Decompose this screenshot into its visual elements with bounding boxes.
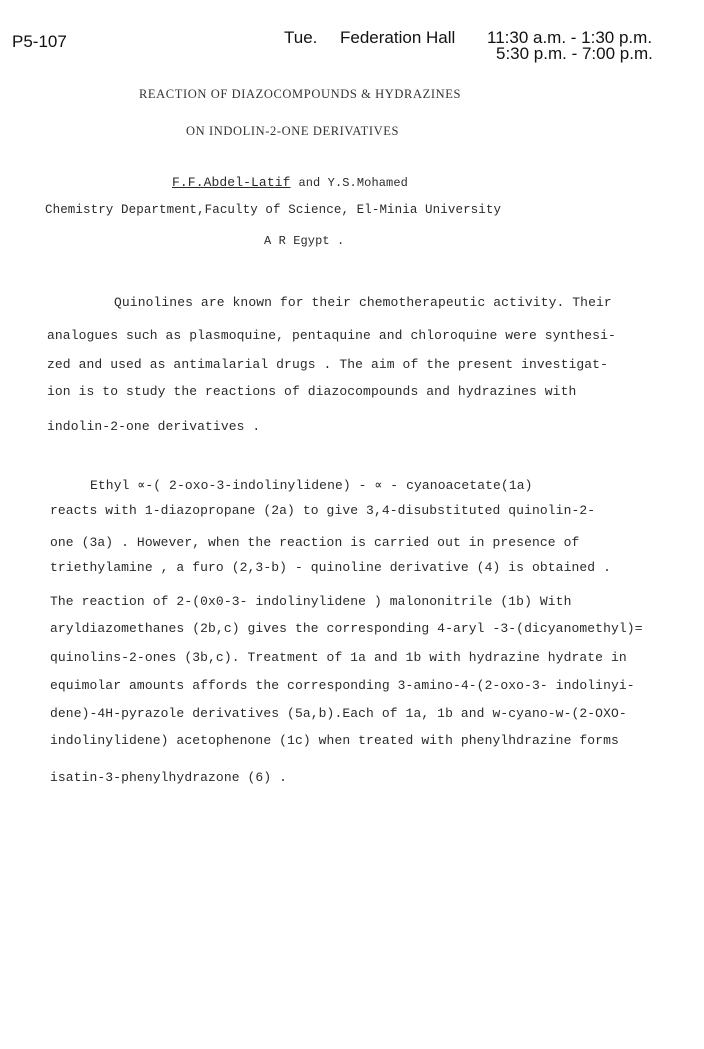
affiliation: Chemistry Department,Faculty of Science, El-Minia University bbox=[45, 203, 502, 217]
text-line: triethylamine , a furo (2,3-b) - quinoline derivative (4) is obtained . bbox=[50, 560, 611, 575]
text-line: quinolins-2-ones (3b,c). Treatment of 1a and 1b with hydrazine hydrate in bbox=[50, 650, 627, 665]
text-line: The reaction of 2-(0x0-3- indolinylidene ) malononitrile (1b) With bbox=[50, 594, 572, 609]
text-line: indolin-2-one derivatives . bbox=[47, 419, 261, 434]
text-line: isatin-3-phenylhydrazone (6) . bbox=[50, 770, 288, 785]
session-time-2: 5:30 p.m. - 7:00 p.m. bbox=[496, 44, 653, 63]
co-author: and Y.S.Mohamed bbox=[298, 176, 408, 190]
text-line: analogues such as plasmoquine, pentaquine and chloroquine were synthesi- bbox=[47, 328, 616, 343]
text-line: zed and used as antimalarial drugs . The aim of the present investigat- bbox=[47, 357, 608, 372]
title-line-2: ON INDOLIN-2-ONE DERIVATIVES bbox=[186, 124, 400, 138]
text-line: reacts with 1-diazopropane (2a) to give 3,4-disubstituted quinolin-2- bbox=[50, 503, 596, 518]
title-line-1: REACTION OF DIAZOCOMPOUNDS & HYDRAZINES bbox=[139, 87, 462, 101]
text-line: ion is to study the reactions of diazocompounds and hydrazines with bbox=[47, 384, 577, 399]
text-line: Quinolines are known for their chemotherapeutic activity. Their bbox=[114, 295, 612, 310]
session-venue: Federation Hall bbox=[340, 28, 456, 47]
session-day: Tue. bbox=[284, 28, 318, 47]
text-line: one (3a) . However, when the reaction is carried out in presence of bbox=[50, 535, 580, 550]
text-line: aryldiazomethanes (2b,c) gives the corresponding 4-aryl -3-(dicyanomethyl)= bbox=[50, 621, 643, 636]
abstract-code: P5-107 bbox=[12, 32, 67, 51]
text-line: indolinylidene) acetophenone (1c) when treated with phenylhdrazine forms bbox=[50, 733, 619, 748]
text-line: dene)-4H-pyrazole derivatives (5a,b).Each of 1a, 1b and w-cyano-w-(2-OXO- bbox=[50, 706, 627, 721]
presenting-author: F.F.Abdel-Latif bbox=[172, 175, 291, 190]
author-line bbox=[172, 175, 408, 190]
country: A R Egypt . bbox=[264, 234, 345, 248]
text-line: Ethyl ∝-( 2-oxo-3-indolinylidene) - ∝ - cyanoacetate(1a) bbox=[90, 478, 533, 493]
text-line: equimolar amounts affords the corresponding 3-amino-4-(2-oxo-3- indolinyi- bbox=[50, 678, 635, 693]
session-time-1: 11:30 a.m. - 1:30 p.m. bbox=[487, 28, 653, 47]
